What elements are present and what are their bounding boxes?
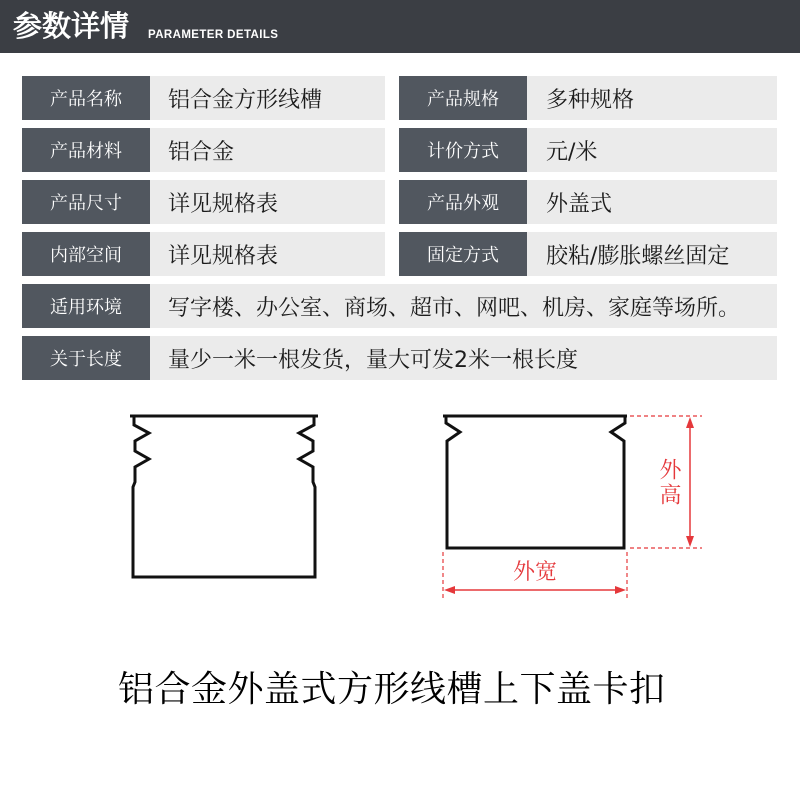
param-row bbox=[0, 76, 800, 120]
param-label: 产品外观 bbox=[399, 180, 527, 224]
height-arrow-bottom bbox=[686, 536, 694, 547]
param-value: 量少一米一根发货，量大可发2米一根长度 bbox=[150, 336, 777, 380]
param-value: 详见规格表 bbox=[150, 232, 385, 276]
param-row bbox=[0, 128, 800, 172]
param-label: 产品名称 bbox=[22, 76, 150, 120]
param-label: 固定方式 bbox=[399, 232, 527, 276]
param-label: 产品尺寸 bbox=[22, 180, 150, 224]
param-value: 元/米 bbox=[527, 128, 777, 172]
left-profile-outline bbox=[133, 416, 315, 577]
param-label: 计价方式 bbox=[399, 128, 527, 172]
param-label: 产品规格 bbox=[399, 76, 527, 120]
param-row bbox=[0, 284, 800, 328]
left-profile-diagram bbox=[130, 416, 318, 577]
right-profile-diagram bbox=[443, 416, 627, 548]
page-title: 参数详情 bbox=[13, 9, 130, 43]
width-arrow-left bbox=[444, 586, 455, 594]
product-caption: 铝合金外盖式方形线槽上下盖卡扣 bbox=[118, 669, 666, 710]
height-arrow-top bbox=[686, 417, 694, 428]
param-value: 详见规格表 bbox=[150, 180, 385, 224]
param-value: 外盖式 bbox=[527, 180, 777, 224]
param-label: 内部空间 bbox=[22, 232, 150, 276]
right-profile-outline bbox=[446, 416, 625, 548]
param-label: 产品材料 bbox=[22, 128, 150, 172]
header-bar bbox=[0, 0, 800, 53]
width-arrow-right bbox=[615, 586, 626, 594]
param-row bbox=[0, 336, 800, 380]
page-subtitle: PARAMETER DETAILS bbox=[148, 29, 279, 41]
param-value: 写字楼、办公室、商场、超市、网吧、机房、家庭等场所。 bbox=[150, 284, 777, 328]
param-row bbox=[0, 180, 800, 224]
param-value: 铝合金方形线槽 bbox=[150, 76, 385, 120]
param-value: 铝合金 bbox=[150, 128, 385, 172]
param-label: 关于长度 bbox=[22, 336, 150, 380]
height-dimension-label: 外高 bbox=[656, 458, 681, 508]
param-label: 适用环境 bbox=[22, 284, 150, 328]
param-row bbox=[0, 232, 800, 276]
param-value: 多种规格 bbox=[527, 76, 777, 120]
param-value: 胶粘/膨胀螺丝固定 bbox=[527, 232, 777, 276]
width-dimension-label: 外宽 bbox=[512, 560, 557, 585]
